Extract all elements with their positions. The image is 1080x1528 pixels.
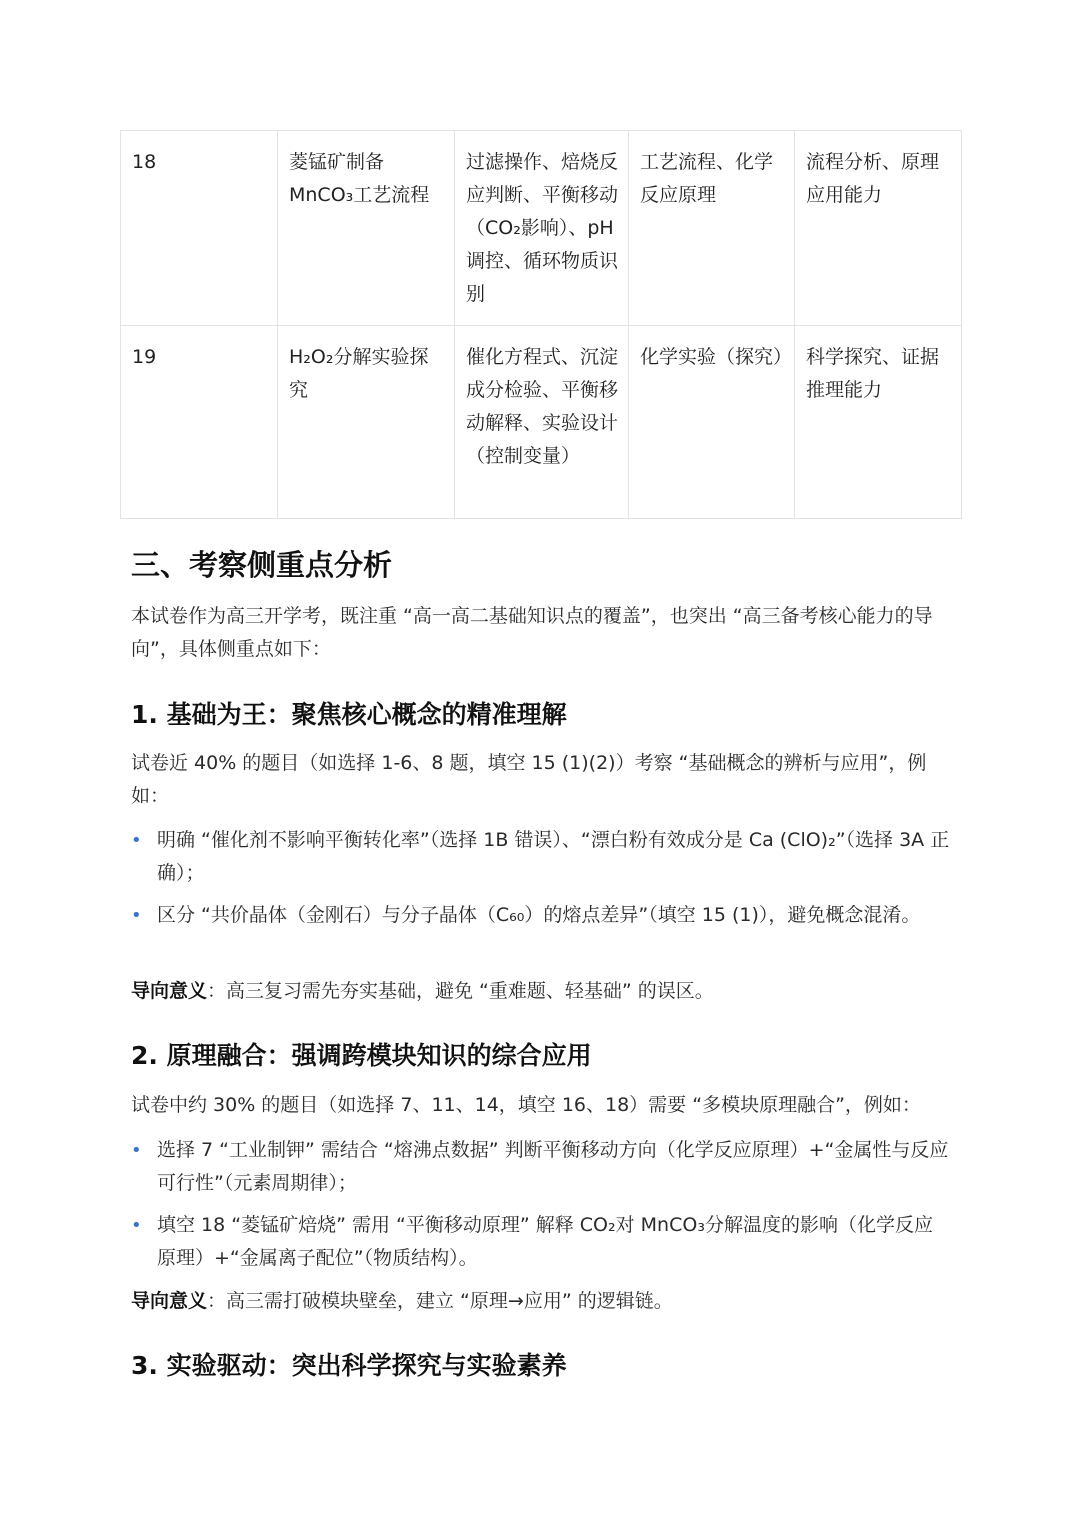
guide-label: 导向意义: [131, 1290, 208, 1312]
list-item-text: 选择 7 “工业制钾” 需结合 “熔沸点数据” 判断平衡移动方向（化学反应原理）+“金属性与反应可行性”（元素周期律）；: [157, 1139, 949, 1194]
ability-cell: 流程分析、原理应用能力: [795, 131, 962, 326]
ability-cell: 科学探究、证据推理能力: [795, 326, 962, 519]
module-cell: 工艺流程、化学反应原理: [629, 131, 795, 326]
list-item-text: 区分 “共价晶体（金刚石）与分子晶体（C₆₀）的熔点差异”（填空 15 (1)），避免概念混淆。: [157, 904, 921, 926]
section-title: 三、考察侧重点分析: [131, 548, 393, 582]
list-item-text: 明确 “催化剂不影响平衡转化率”（选择 1B 错误）、“漂白粉有效成分是 Ca (ClO)₂”（选择 3A 正确）；: [157, 829, 950, 884]
guide-text: ：高三复习需先夯实基础，避免 “重难题、轻基础” 的误区。: [207, 980, 714, 1002]
list-item: [131, 899, 951, 932]
question-topic: H₂O₂分解实验探究: [278, 326, 455, 519]
section-intro: 本试卷作为高三开学考，既注重 “高一高二基础知识点的覆盖”，也突出 “高三备考核心能力的导向”，具体侧重点如下：: [131, 605, 933, 660]
question-number: 18: [121, 131, 278, 326]
list-item: [131, 824, 951, 890]
guide-label: 导向意义: [131, 980, 208, 1002]
list-item: [131, 1134, 951, 1200]
bullet-icon: •: [131, 905, 142, 926]
guide-note-2: [131, 1285, 951, 1318]
knowledge-points: 过滤操作、焙烧反应判断、平衡移动（CO₂影响）、pH 调控、循环物质识别: [455, 131, 629, 326]
list-item-text: 填空 18 “菱锰矿焙烧” 需用 “平衡移动原理” 解释 CO₂对 MnCO₃分解温度的影响（化学反应原理）+“金属离子配位”（物质结构）。: [157, 1214, 933, 1269]
subsection-title-3: 3. 实验驱动：突出科学探究与实验素养: [131, 1351, 567, 1380]
guide-text: ：高三需打破模块壁垒，建立 “原理→应用” 的逻辑链。: [207, 1290, 673, 1312]
guide-note-1: [131, 975, 951, 1008]
module-cell: 化学实验（探究）: [629, 326, 795, 519]
question-topic: 菱锰矿制备MnCO₃工艺流程: [278, 131, 455, 326]
table-row: [121, 131, 962, 326]
exam-analysis-table: [120, 130, 962, 519]
list-item: [131, 1209, 951, 1275]
subsection-intro-1: 试卷近 40% 的题目（如选择 1-6、8 题，填空 15 (1)(2)）考察 “基础概念的辨析与应用”，例如：: [131, 752, 927, 807]
subsection-title-1: 1. 基础为王：聚焦核心概念的精准理解: [131, 700, 567, 729]
question-number: 19: [121, 326, 278, 519]
subsection-intro-2: 试卷中约 30% 的题目（如选择 7、11、14，填空 16、18）需要 “多模块原理融合”，例如：: [131, 1094, 921, 1116]
bullet-icon: •: [131, 1215, 142, 1236]
bullet-icon: •: [131, 830, 142, 851]
knowledge-points: 催化方程式、沉淀成分检验、平衡移动解释、实验设计（控制变量）: [455, 326, 629, 519]
table-row: [121, 326, 962, 519]
subsection-title-2: 2. 原理融合：强调跨模块知识的综合应用: [131, 1041, 592, 1070]
bullet-icon: •: [131, 1140, 142, 1161]
